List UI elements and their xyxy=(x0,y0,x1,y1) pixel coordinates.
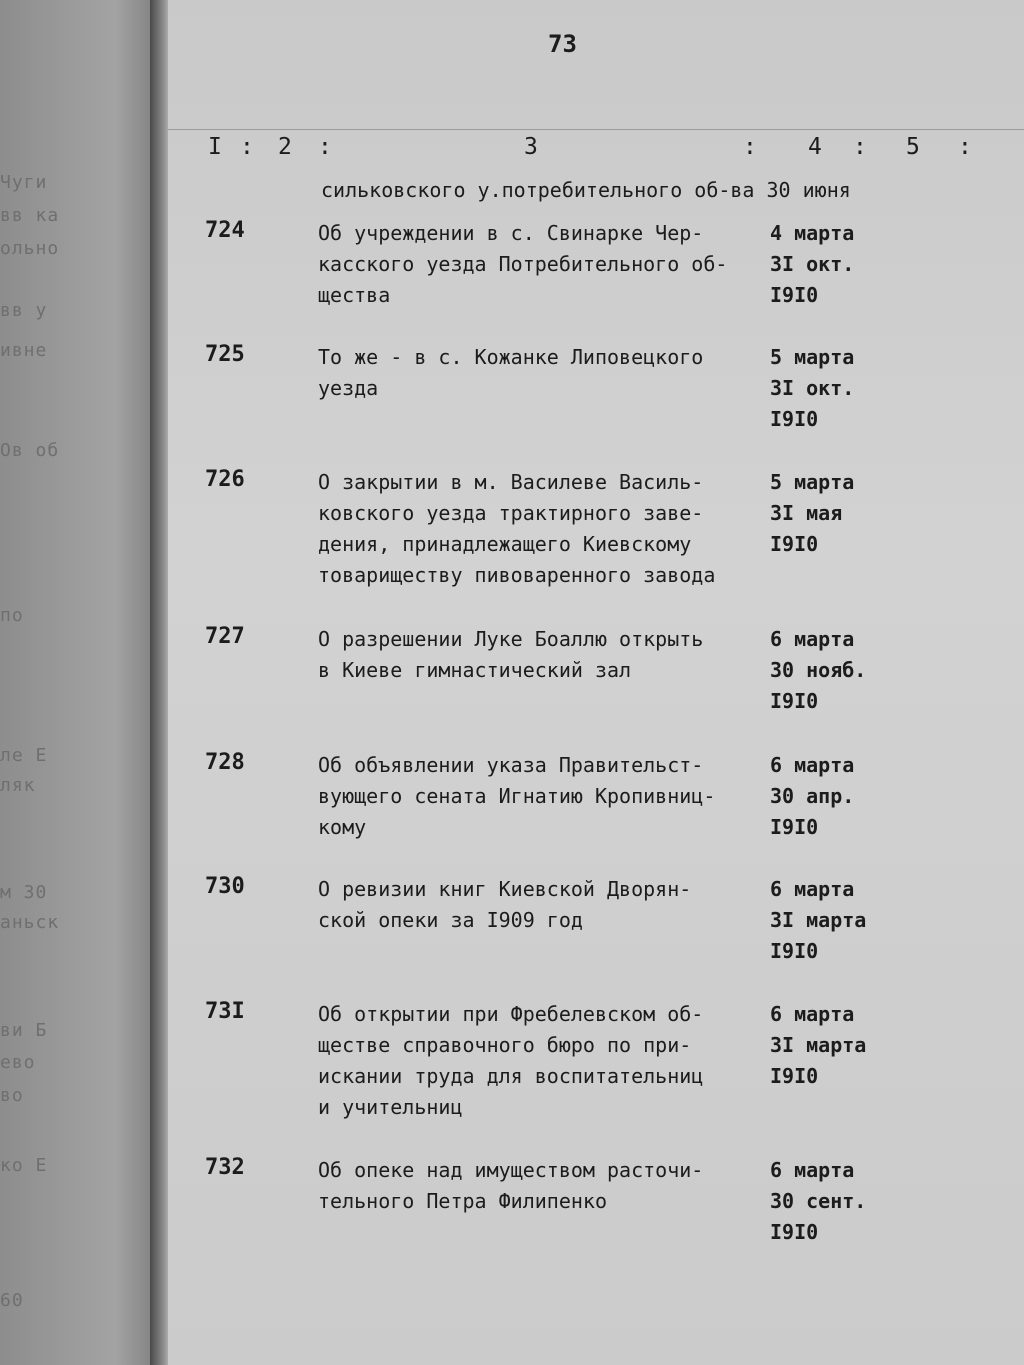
entry-number: 727 xyxy=(205,624,245,649)
entry-description xyxy=(318,999,758,1123)
end-date: 30 нояб. xyxy=(770,658,867,682)
year: I9I0 xyxy=(770,1064,819,1088)
end-date: 3I мая xyxy=(770,501,843,525)
entry-description xyxy=(318,750,758,843)
description-line: ковского уезда трактирного заве- xyxy=(318,501,704,525)
year: I9I0 xyxy=(770,407,819,431)
column-separator: : xyxy=(958,134,972,160)
description-line: вующего сената Игнатию Кропивниц- xyxy=(318,784,716,808)
left-page-fragment: ево xyxy=(0,1052,36,1073)
left-page-fragment: м 30 xyxy=(0,882,48,903)
year: I9I0 xyxy=(770,939,819,963)
entry-dates xyxy=(770,467,900,560)
left-page-fragment: ле Е xyxy=(0,745,48,766)
column-header-2: 2 xyxy=(278,134,292,160)
end-date: 3I марта xyxy=(770,1033,867,1057)
left-page-fragment: Ов об xyxy=(0,440,60,461)
document-page xyxy=(168,0,1024,1365)
description-line: и учительниц xyxy=(318,1095,463,1119)
year: I9I0 xyxy=(770,283,819,307)
left-page-fragment: 60 xyxy=(0,1290,24,1311)
entry-description xyxy=(318,218,758,311)
description-line: То же - в с. Кожанке Липовецкого xyxy=(318,345,704,369)
start-date: 5 марта xyxy=(770,345,855,369)
left-page-fragment: вв ка xyxy=(0,205,60,226)
left-page-fragment: ольно xyxy=(0,238,60,259)
description-line: щества xyxy=(318,283,391,307)
description-line: О разрешении Луке Боаллю открыть xyxy=(318,627,704,651)
start-date: 6 марта xyxy=(770,1158,855,1182)
left-page-fragment: ко Е xyxy=(0,1155,48,1176)
entry-dates xyxy=(770,342,900,435)
entry-number: 725 xyxy=(205,342,245,367)
end-date: 3I окт. xyxy=(770,252,855,276)
column-separator: : xyxy=(318,134,332,160)
description-line: Об опеке над имуществом расточи- xyxy=(318,1158,704,1182)
start-date: 5 марта xyxy=(770,470,855,494)
description-line: тельного Петра Филипенко xyxy=(318,1189,607,1213)
left-page-fragment: ви Б xyxy=(0,1020,48,1041)
entry-dates xyxy=(770,1155,900,1248)
end-date: 30 сент. xyxy=(770,1189,867,1213)
left-page-fragment: Чуги xyxy=(0,172,48,193)
left-page-fragment: вв у xyxy=(0,300,48,321)
end-date: 3I окт. xyxy=(770,376,855,400)
year: I9I0 xyxy=(770,815,819,839)
left-page-fragment: аньск xyxy=(0,912,60,933)
end-date: 3I марта xyxy=(770,908,867,932)
entry-dates xyxy=(770,218,900,311)
entry-number: 724 xyxy=(205,218,245,243)
year: I9I0 xyxy=(770,1220,819,1244)
description-line: уезда xyxy=(318,376,379,400)
start-date: 4 марта xyxy=(770,221,855,245)
description-line: ществе справочного бюро по при- xyxy=(318,1033,692,1057)
page-number: 73 xyxy=(548,30,577,58)
entry-number: 728 xyxy=(205,750,245,775)
entry-description xyxy=(318,1155,758,1217)
description-line: О закрытии в м. Василеве Василь- xyxy=(318,470,704,494)
column-separator: : xyxy=(240,134,254,160)
start-date: 6 марта xyxy=(770,1002,855,1026)
column-header-3: 3 xyxy=(524,134,538,160)
entry-number: 730 xyxy=(205,874,245,899)
year: I9I0 xyxy=(770,689,819,713)
column-separator: : xyxy=(853,134,867,160)
entry-dates xyxy=(770,750,900,843)
entry-number: 726 xyxy=(205,467,245,492)
description-line: Об открытии при Фребелевском об- xyxy=(318,1002,704,1026)
left-page-fragment: ляк xyxy=(0,775,36,796)
description-line: в Киеве гимнастический зал xyxy=(318,658,632,682)
column-header-1: I xyxy=(208,134,222,160)
description-line: О ревизии книг Киевской Дворян- xyxy=(318,877,692,901)
start-date: 6 марта xyxy=(770,627,855,651)
start-date: 6 марта xyxy=(770,753,855,777)
description-line: искании труда для воспитательниц xyxy=(318,1064,704,1088)
entry-description xyxy=(318,467,758,591)
description-line: Об учреждении в с. Свинарке Чер- xyxy=(318,221,704,245)
entry-dates xyxy=(770,624,900,717)
entry-description xyxy=(318,874,758,936)
description-line: товариществу пивоваренного завода xyxy=(318,563,716,587)
column-separator: : xyxy=(743,134,757,160)
entry-dates xyxy=(770,874,900,967)
left-page-fragment: по xyxy=(0,605,24,626)
left-page-fragment: во xyxy=(0,1085,24,1106)
entry-description xyxy=(318,342,758,404)
description-line: Об объявлении указа Правительст- xyxy=(318,753,704,777)
description-line: касского уезда Потребительного об- xyxy=(318,252,728,276)
entry-number: 73I xyxy=(205,999,245,1024)
continuation-line: сильковского у.потребительного об-ва 30 июня xyxy=(321,178,851,202)
entry-dates xyxy=(770,999,900,1092)
header-rule xyxy=(168,129,1024,130)
start-date: 6 марта xyxy=(770,877,855,901)
description-line: дения, принадлежащего Киевскому xyxy=(318,532,692,556)
end-date: 30 апр. xyxy=(770,784,855,808)
entry-description xyxy=(318,624,758,686)
description-line: кому xyxy=(318,815,367,839)
left-facing-page xyxy=(0,0,165,1365)
column-header-5: 5 xyxy=(906,134,920,160)
description-line: ской опеки за I909 год xyxy=(318,908,583,932)
column-header-4: 4 xyxy=(808,134,822,160)
left-page-fragment: ивне xyxy=(0,340,48,361)
entry-number: 732 xyxy=(205,1155,245,1180)
year: I9I0 xyxy=(770,532,819,556)
